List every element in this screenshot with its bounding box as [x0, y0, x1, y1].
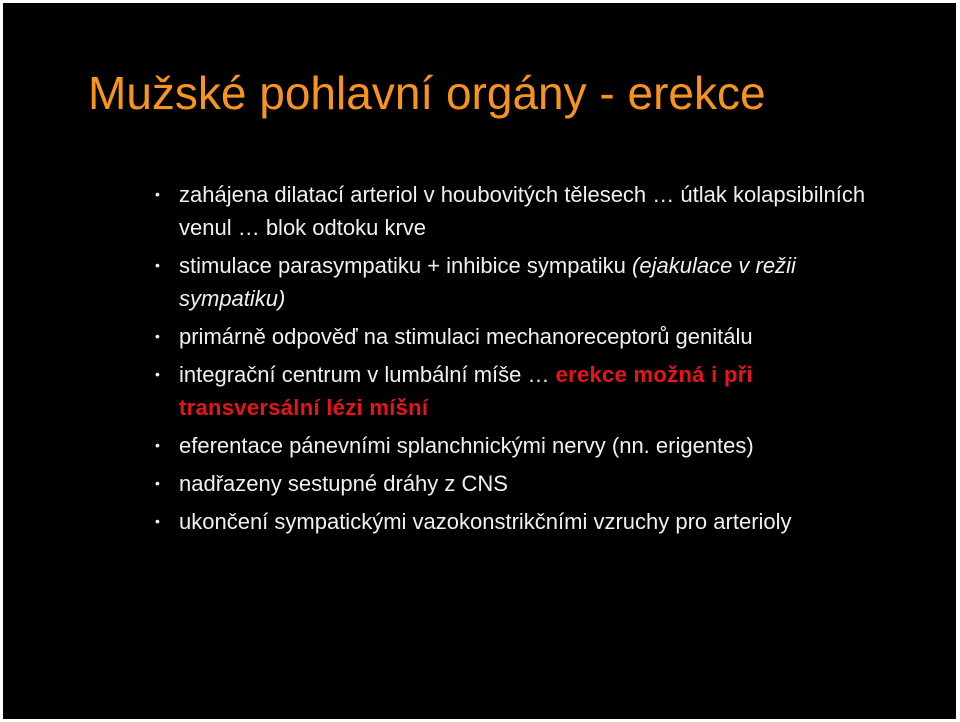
bullet-text: ukončení sympatickými vazokonstrikčními vzruchy pro arterioly [179, 509, 792, 534]
bullet-icon: • [155, 186, 160, 202]
bullet-text: primárně odpověď na stimulaci mechanoreceptorů genitálu [179, 324, 753, 349]
list-item [155, 320, 895, 353]
bullet-list [155, 178, 895, 543]
list-item [155, 467, 895, 500]
list-item [155, 178, 895, 244]
bullet-text: zahájena dilatací arteriol v houbovitých tělesech … útlak kolapsibilních venul … blok odtoku krve [179, 182, 866, 240]
bullet-highlight: erekce možná i při transversální lézi míšní [179, 362, 753, 420]
list-item [155, 358, 895, 424]
bullet-icon: • [155, 475, 160, 491]
bullet-icon: • [155, 366, 160, 382]
slide [3, 3, 956, 719]
list-item [155, 249, 895, 315]
bullet-icon: • [155, 328, 160, 344]
bullet-text: stimulace parasympatiku + inhibice sympatiku [179, 253, 633, 278]
slide-title: Mužské pohlavní orgány - erekce [88, 67, 766, 119]
list-item [155, 429, 895, 462]
bullet-icon: • [155, 513, 160, 529]
bullet-text: nadřazeny sestupné dráhy z CNS [179, 471, 508, 496]
bullet-text: integrační centrum v lumbální míše … [179, 362, 556, 387]
bullet-icon: • [155, 437, 160, 453]
list-item [155, 505, 895, 538]
bullet-italic-note: (ejakulace v režii sympatiku) [179, 253, 796, 311]
bullet-text: eferentace pánevními splanchnickými nervy (nn. erigentes) [179, 433, 754, 458]
bullet-icon: • [155, 257, 160, 273]
